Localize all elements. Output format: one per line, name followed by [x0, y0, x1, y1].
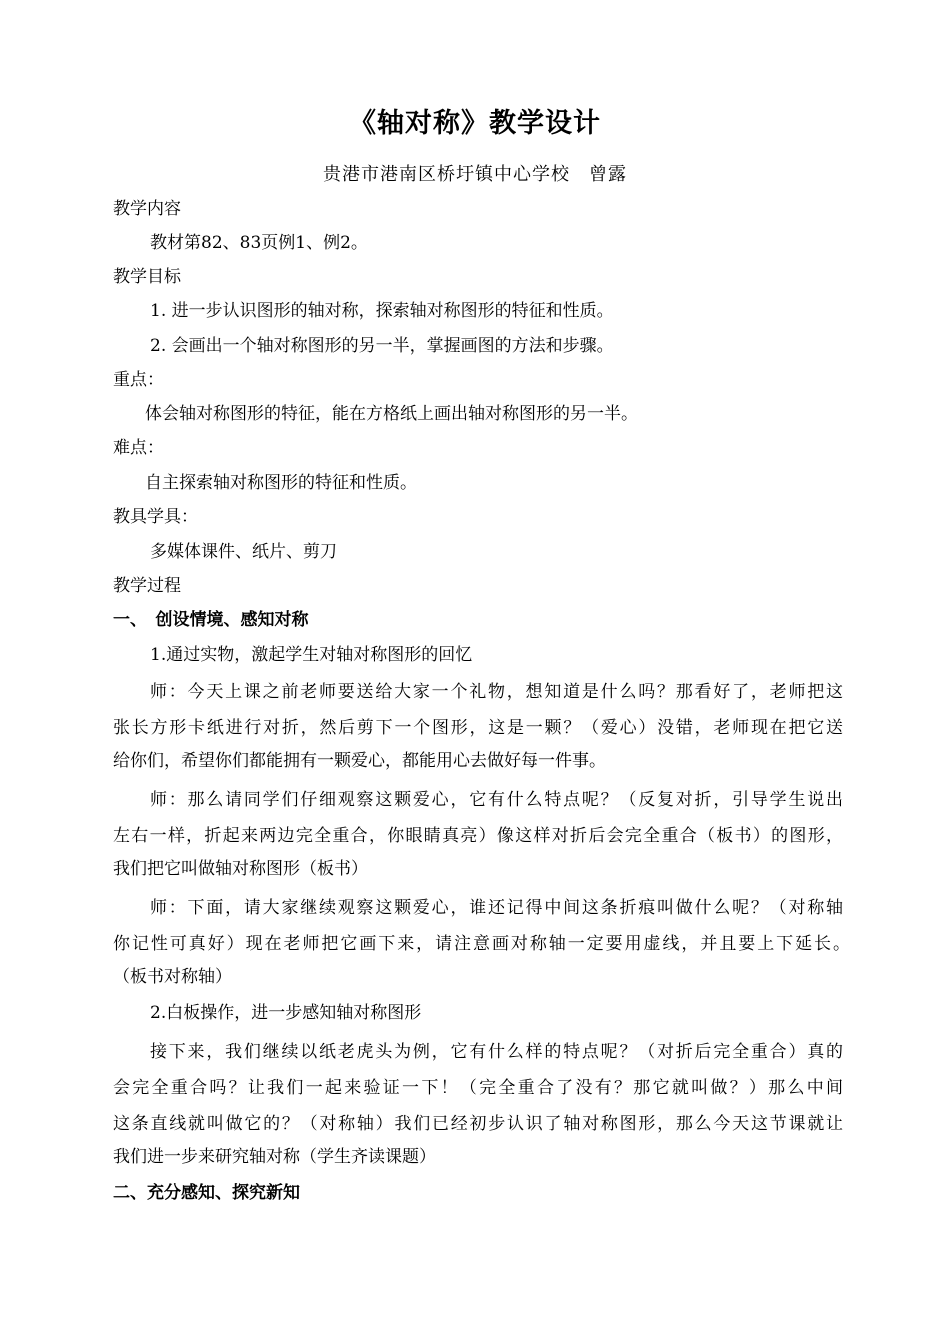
goals-heading: 教学目标 — [113, 267, 181, 287]
key-point-heading: 重点： — [113, 370, 164, 390]
goal-item-1: 1. 进一步认识图形的轴对称，探索轴对称图形的特征和性质。 — [150, 301, 614, 321]
step-1-heading: 1.通过实物，激起学生对轴对称图形的回忆 — [150, 645, 473, 665]
difficult-point-text: 自主探索轴对称图形的特征和性质。 — [145, 473, 417, 493]
paragraph-4-line-3: 这条直线就叫做它的？（对称轴）我们已经初步认识了轴对称图形，那么今天这节课就让 — [113, 1114, 843, 1134]
paragraph-2-line-1: 师：那么请同学们仔细观察这颗爱心，它有什么特点呢？（反复对折，引导学生说出 — [150, 790, 843, 810]
paragraph-3-line-2: 你记性可真好）现在老师把它画下来，请注意画对称轴一定要用虚线，并且要上下延长。 — [113, 934, 850, 954]
content-text: 教材第82、83页例1、例2。 — [150, 233, 368, 253]
content-heading: 教学内容 — [113, 199, 181, 219]
step-2-heading: 2.白板操作，进一步感知轴对称图形 — [150, 1003, 422, 1023]
part-2-heading: 二、充分感知、探究新知 — [113, 1183, 300, 1203]
paragraph-3-line-1: 师：下面，请大家继续观察这颗爱心，谁还记得中间这条折痕叫做什么呢？（对称轴 — [150, 898, 843, 918]
paragraph-2-line-3: 我们把它叫做轴对称图形（板书） — [113, 859, 368, 879]
tools-text: 多媒体课件、纸片、剪刀 — [150, 542, 337, 562]
key-point-text: 体会轴对称图形的特征，能在方格纸上画出轴对称图形的另一半。 — [145, 404, 638, 424]
document-title: 《轴对称》教学设计 — [349, 108, 601, 139]
paragraph-4-line-1: 接下来，我们继续以纸老虎头为例，它有什么样的特点呢？（对折后完全重合）真的 — [150, 1042, 843, 1062]
paragraph-1-line-3: 给你们，希望你们都能拥有一颗爱心，都能用心去做好每一件事。 — [113, 751, 606, 771]
paragraph-1-line-1: 师：今天上课之前老师要送给大家一个礼物，想知道是什么吗？那看好了，老师把这 — [150, 682, 843, 702]
paragraph-2-line-2: 左右一样，折起来两边完全重合，你眼睛真亮）像这样对折后会完全重合（板书）的图形， — [113, 826, 843, 846]
process-heading: 教学过程 — [113, 576, 181, 596]
goal-item-2: 2. 会画出一个轴对称图形的另一半，掌握画图的方法和步骤。 — [150, 336, 614, 356]
part-1-heading: 一、 创设情境、感知对称 — [113, 610, 309, 630]
tools-heading: 教具学具： — [113, 507, 198, 527]
paragraph-1-line-2: 张长方形卡纸进行对折，然后剪下一个图形，这是一颗？（爱心）没错，老师现在把它送 — [113, 718, 843, 738]
paragraph-4-line-2: 会完全重合吗？让我们一起来验证一下！（完全重合了没有？那它就叫做？）那么中间 — [113, 1078, 843, 1098]
author-line: 贵港市港南区桥圩镇中心学校 曾露 — [323, 164, 627, 185]
paragraph-3-line-3: （板书对称轴） — [113, 967, 232, 987]
paragraph-4-line-4: 我们进一步来研究轴对称（学生齐读课题） — [113, 1147, 436, 1167]
difficult-point-heading: 难点： — [113, 438, 164, 458]
